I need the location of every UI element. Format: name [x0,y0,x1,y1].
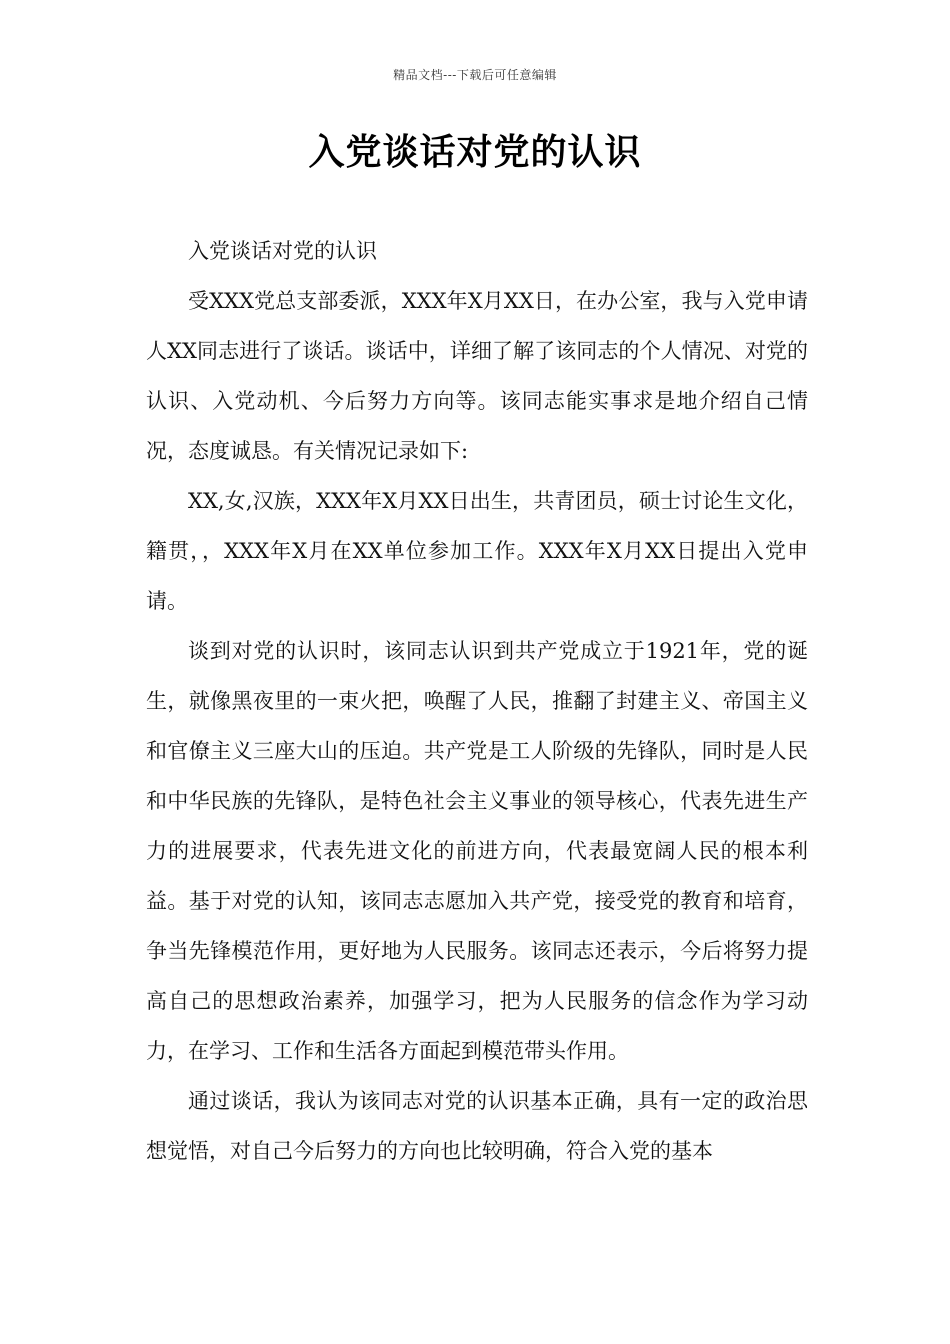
header-note: 精品文档---下载后可任意编辑 [393,68,557,82]
document-title: 入党谈话对党的认识 [308,132,642,173]
body-paragraph: XX,女,汉族，XXX年X月XX日出生，共青团员，硕士讨论生文化，籍贯，，XXX年X月在XX单位参加工作。XXX年X月XX日提出入党申请。 [146,489,808,613]
document-body [146,226,808,1176]
body-paragraph: 受XXX党总支部委派，XXX年X月XX日，在办公室，我与入党申请人XX同志进行了谈话。谈话中，详细了解了该同志的个人情况、对党的认识、入党动机、今后努力方向等。该同志能实事求是地介绍自己情况，态度诚恳。有关情况记录如下: [146,289,808,463]
body-paragraph: 入党谈话对党的认识 [188,239,377,263]
body-paragraph: 通过谈话，我认为该同志对党的认识基本正确，具有一定的政治思想觉悟，对自己今后努力的方向也比较明确，符合入党的基本 [146,1089,808,1163]
body-paragraph: 谈到对党的认识时，该同志认识到共产党成立于1921年，党的诞生，就像黑夜里的一束火把，唤醒了人民，推翻了封建主义、帝国主义和官僚主义三座大山的压迫。共产党是工人阶级的先锋队，同时是人民和中华民族的先锋队，是特色社会主义事业的领导核心，代表先进生产力的进展要求，代表先进文化的前进方向，代表最宽阔人民的根本利益。基于对党的认知，该同志志愿加入共产党，接受党的教育和培育，争当先锋模范作用，更好地为人民服务。该同志还表示，今后将努力提高自己的思想政治素养，加强学习，把为人民服务的信念作为学习动力，在学习、工作和生活各方面起到模范带头作用。 [146,639,808,1063]
